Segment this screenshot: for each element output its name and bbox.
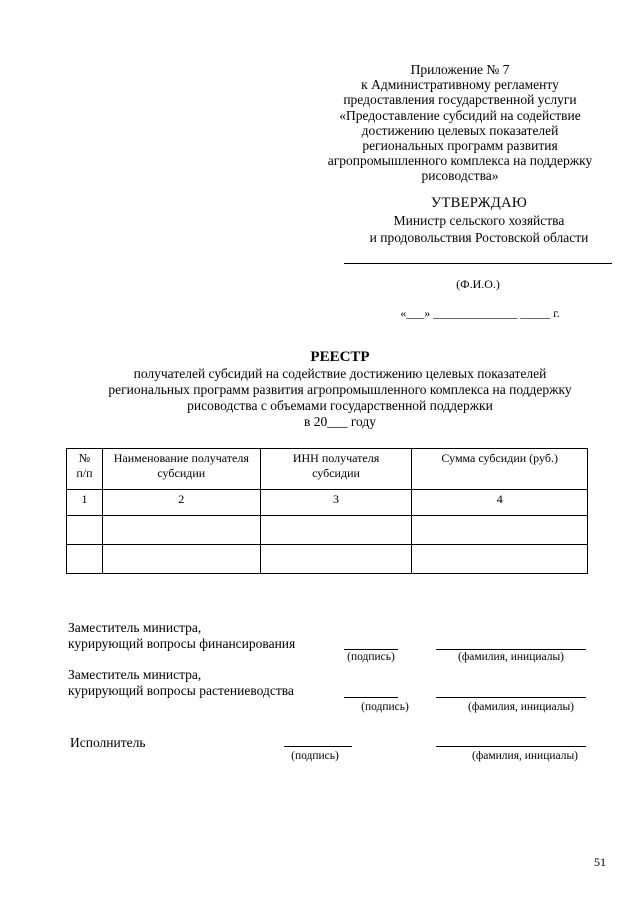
minister-signature-line xyxy=(344,263,612,264)
signature-label-line: Заместитель министра, xyxy=(68,667,202,682)
title-heading: РЕЕСТР xyxy=(310,349,370,365)
table-row xyxy=(67,545,588,574)
name-caption: (фамилия, инициалы) xyxy=(471,750,579,762)
header-text: субсидии xyxy=(312,466,360,480)
deputy-crops-label xyxy=(68,667,294,699)
header-text: субсидии xyxy=(157,466,206,480)
deputy-finance-label xyxy=(68,620,295,652)
appendix-line: рисоводства» xyxy=(421,168,499,184)
header-cell-name xyxy=(102,449,260,490)
table-cell xyxy=(102,516,260,545)
signature-line xyxy=(344,697,398,698)
signature-line xyxy=(284,746,352,747)
appendix-block xyxy=(300,62,620,184)
table-cell: 2 xyxy=(102,490,260,516)
table-row xyxy=(67,516,588,545)
appendix-line: предоставления государственной услуги xyxy=(343,92,577,108)
name-line xyxy=(436,697,586,698)
sign-caption: (подпись) xyxy=(291,750,339,762)
approval-block xyxy=(340,194,618,246)
header-cell-inn xyxy=(260,449,412,490)
table-cell: 4 xyxy=(412,490,588,516)
title-line: в 20___ году xyxy=(303,414,377,429)
table-cell xyxy=(67,516,103,545)
signature-label-line: курирующий вопросы финансирования xyxy=(68,636,296,651)
appendix-line: «Предоставление субсидий на содействие xyxy=(339,107,581,123)
approval-heading: УТВЕРЖДАЮ xyxy=(430,195,528,211)
appendix-line: достижению целевых показателей xyxy=(361,122,559,138)
approval-line: Министр сельского хозяйства xyxy=(393,213,565,228)
appendix-line: агропромышленного комплекса на поддержку xyxy=(327,153,593,169)
signature-label-line: Заместитель министра, xyxy=(68,620,202,635)
appendix-line: к Административному регламенту xyxy=(361,77,559,93)
table-cell xyxy=(102,545,260,574)
name-caption: (фамилия, инициалы) xyxy=(457,651,565,663)
header-cell-amount xyxy=(412,449,588,490)
registry-table xyxy=(66,448,588,574)
signature-line xyxy=(344,649,398,650)
fio-caption: (Ф.И.О.) xyxy=(456,277,500,291)
signature-label-line: курирующий вопросы растениеводства xyxy=(68,683,294,698)
approval-date: «___» ______________ _____ г. xyxy=(400,306,560,320)
executor-label: Исполнитель xyxy=(70,735,146,750)
approval-line: и продовольствия Ростовской области xyxy=(369,230,589,245)
table-row xyxy=(67,490,588,516)
sign-caption: (подпись) xyxy=(361,701,409,713)
table-cell: 3 xyxy=(260,490,412,516)
table-cell: 1 xyxy=(67,490,103,516)
header-cell-number xyxy=(67,449,103,490)
title-line: рисоводства с объемами государственной поддержки xyxy=(187,398,493,413)
title-line: региональных программ развития агропромышленного комплекса на поддержку xyxy=(108,382,572,397)
appendix-line: региональных программ развития xyxy=(362,138,558,154)
header-text: ИНН получателя xyxy=(292,451,380,465)
header-text: № xyxy=(78,451,91,465)
page-number: 51 xyxy=(594,855,606,869)
table-cell xyxy=(67,545,103,574)
title-line: получателей субсидий на содействие достижению целевых показателей xyxy=(133,366,547,381)
table-cell xyxy=(412,516,588,545)
document-title xyxy=(40,348,640,430)
name-caption: (фамилия, инициалы) xyxy=(467,701,575,713)
name-line xyxy=(436,746,586,747)
table-cell xyxy=(412,545,588,574)
table-header-row xyxy=(67,449,588,490)
name-line xyxy=(436,649,586,650)
header-text: Сумма субсидии (руб.) xyxy=(441,451,558,465)
table-cell xyxy=(260,545,412,574)
appendix-line: Приложение № 7 xyxy=(410,62,510,77)
table-cell xyxy=(260,516,412,545)
header-text: п/п xyxy=(76,466,93,480)
header-text: Наименование получателя xyxy=(113,451,249,465)
sign-caption: (подпись) xyxy=(347,651,395,663)
